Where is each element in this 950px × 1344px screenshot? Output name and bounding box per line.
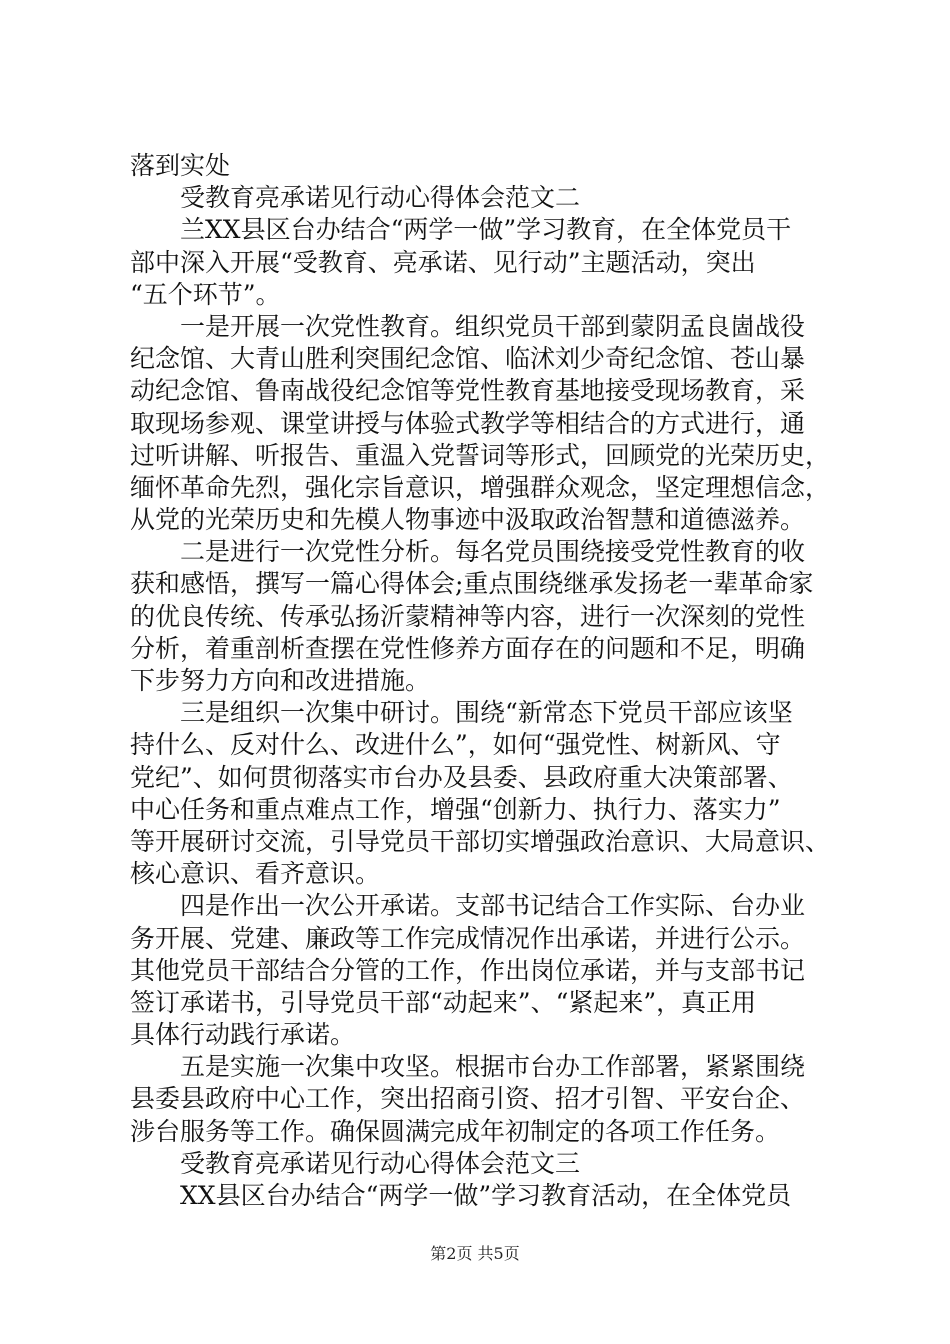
text-line: 取现场参观、课堂讲授与体验式教学等相结合的方式进行，通 [130,408,806,438]
text-line: 获和感悟，撰写一篇心得体会;重点围绕继承发扬老一辈革命家 [130,569,814,599]
text-line: 中心任务和重点难点工作，增强“创新力、执行力、落实力” [130,794,781,824]
text-line: 签订承诺书，引导党员干部“动起来”、“紧起来”，真正用 [130,987,757,1017]
text-line: 落到实处 [130,151,231,180]
text-line: 兰XX县区台办结合“两学一做”学习教育，在全体党员干 [180,215,792,245]
text-line: 从党的光荣历史和先模人物事迹中汲取政治智慧和道德滋养。 [130,505,806,535]
text-line: 等开展研讨交流，引导党员干部切实增强政治意识、大局意识、 [130,826,831,856]
text-line: 党纪”、如何贯彻落实市台办及县委、县政府重大决策部署、 [130,762,793,792]
text-line: 纪念馆、大青山胜利突围纪念馆、临沭刘少奇纪念馆、苍山暴 [130,344,806,374]
text-line: 过听讲解、听报告、重温入党誓词等形式，回顾党的光荣历史， [130,440,831,470]
text-line: 分析，着重剖析查摆在党性修养方面存在的问题和不足，明确 [130,633,806,663]
text-line: 四是作出一次公开承诺。支部书记结合工作实际、台办业 [180,891,806,921]
text-line: 核心意识、看齐意识。 [130,859,381,889]
text-line: 缅怀革命先烈，强化宗旨意识，增强群众观念，坚定理想信念， [130,472,831,502]
section-heading: 受教育亮承诺见行动心得体会范文二 [180,183,581,213]
text-line: 务开展、党建、廉政等工作完成情况作出承诺，并进行公示。 [130,923,806,953]
text-line: 具体行动践行承诺。 [130,1020,356,1050]
text-line: 的优良传统、传承弘扬沂蒙精神等内容，进行一次深刻的党性 [130,601,806,631]
text-line: 下步努力方向和改进措施。 [130,666,431,695]
text-line: 其他党员干部结合分管的工作，作出岗位承诺，并与支部书记 [130,955,806,985]
text-line: 动纪念馆、鲁南战役纪念馆等党性教育基地接受现场教育，采 [130,376,806,406]
text-line: 一是开展一次党性教育。组织党员干部到蒙阴孟良崮战役 [180,311,806,341]
text-line: 部中深入开展“受教育、亮承诺、见行动”主题活动，突出 [130,247,756,277]
document-body [130,150,860,1212]
text-line: XX县区台办结合“两学一做”学习教育活动，在全体党员 [180,1181,792,1210]
text-line: 三是组织一次集中研讨。围绕“新常态下党员干部应该坚 [180,698,793,728]
text-line: 持什么、反对什么、改进什么”，如何“强党性、树新风、守 [130,730,781,760]
text-line: “五个环节”。 [130,279,281,309]
text-line: 二是进行一次党性分析。每名党员围绕接受党性教育的收 [180,537,806,567]
section-heading: 受教育亮承诺见行动心得体会范文三 [180,1148,581,1178]
text-line: 县委县政府中心工作，突出招商引资、招才引智、平安台企、 [130,1084,806,1114]
page-footer: 第2页 共5页 [430,1244,520,1263]
text-line: 五是实施一次集中攻坚。根据市台办工作部署，紧紧围绕 [180,1052,806,1082]
text-line: 涉台服务等工作。确保圆满完成年初制定的各项工作任务。 [130,1116,781,1146]
